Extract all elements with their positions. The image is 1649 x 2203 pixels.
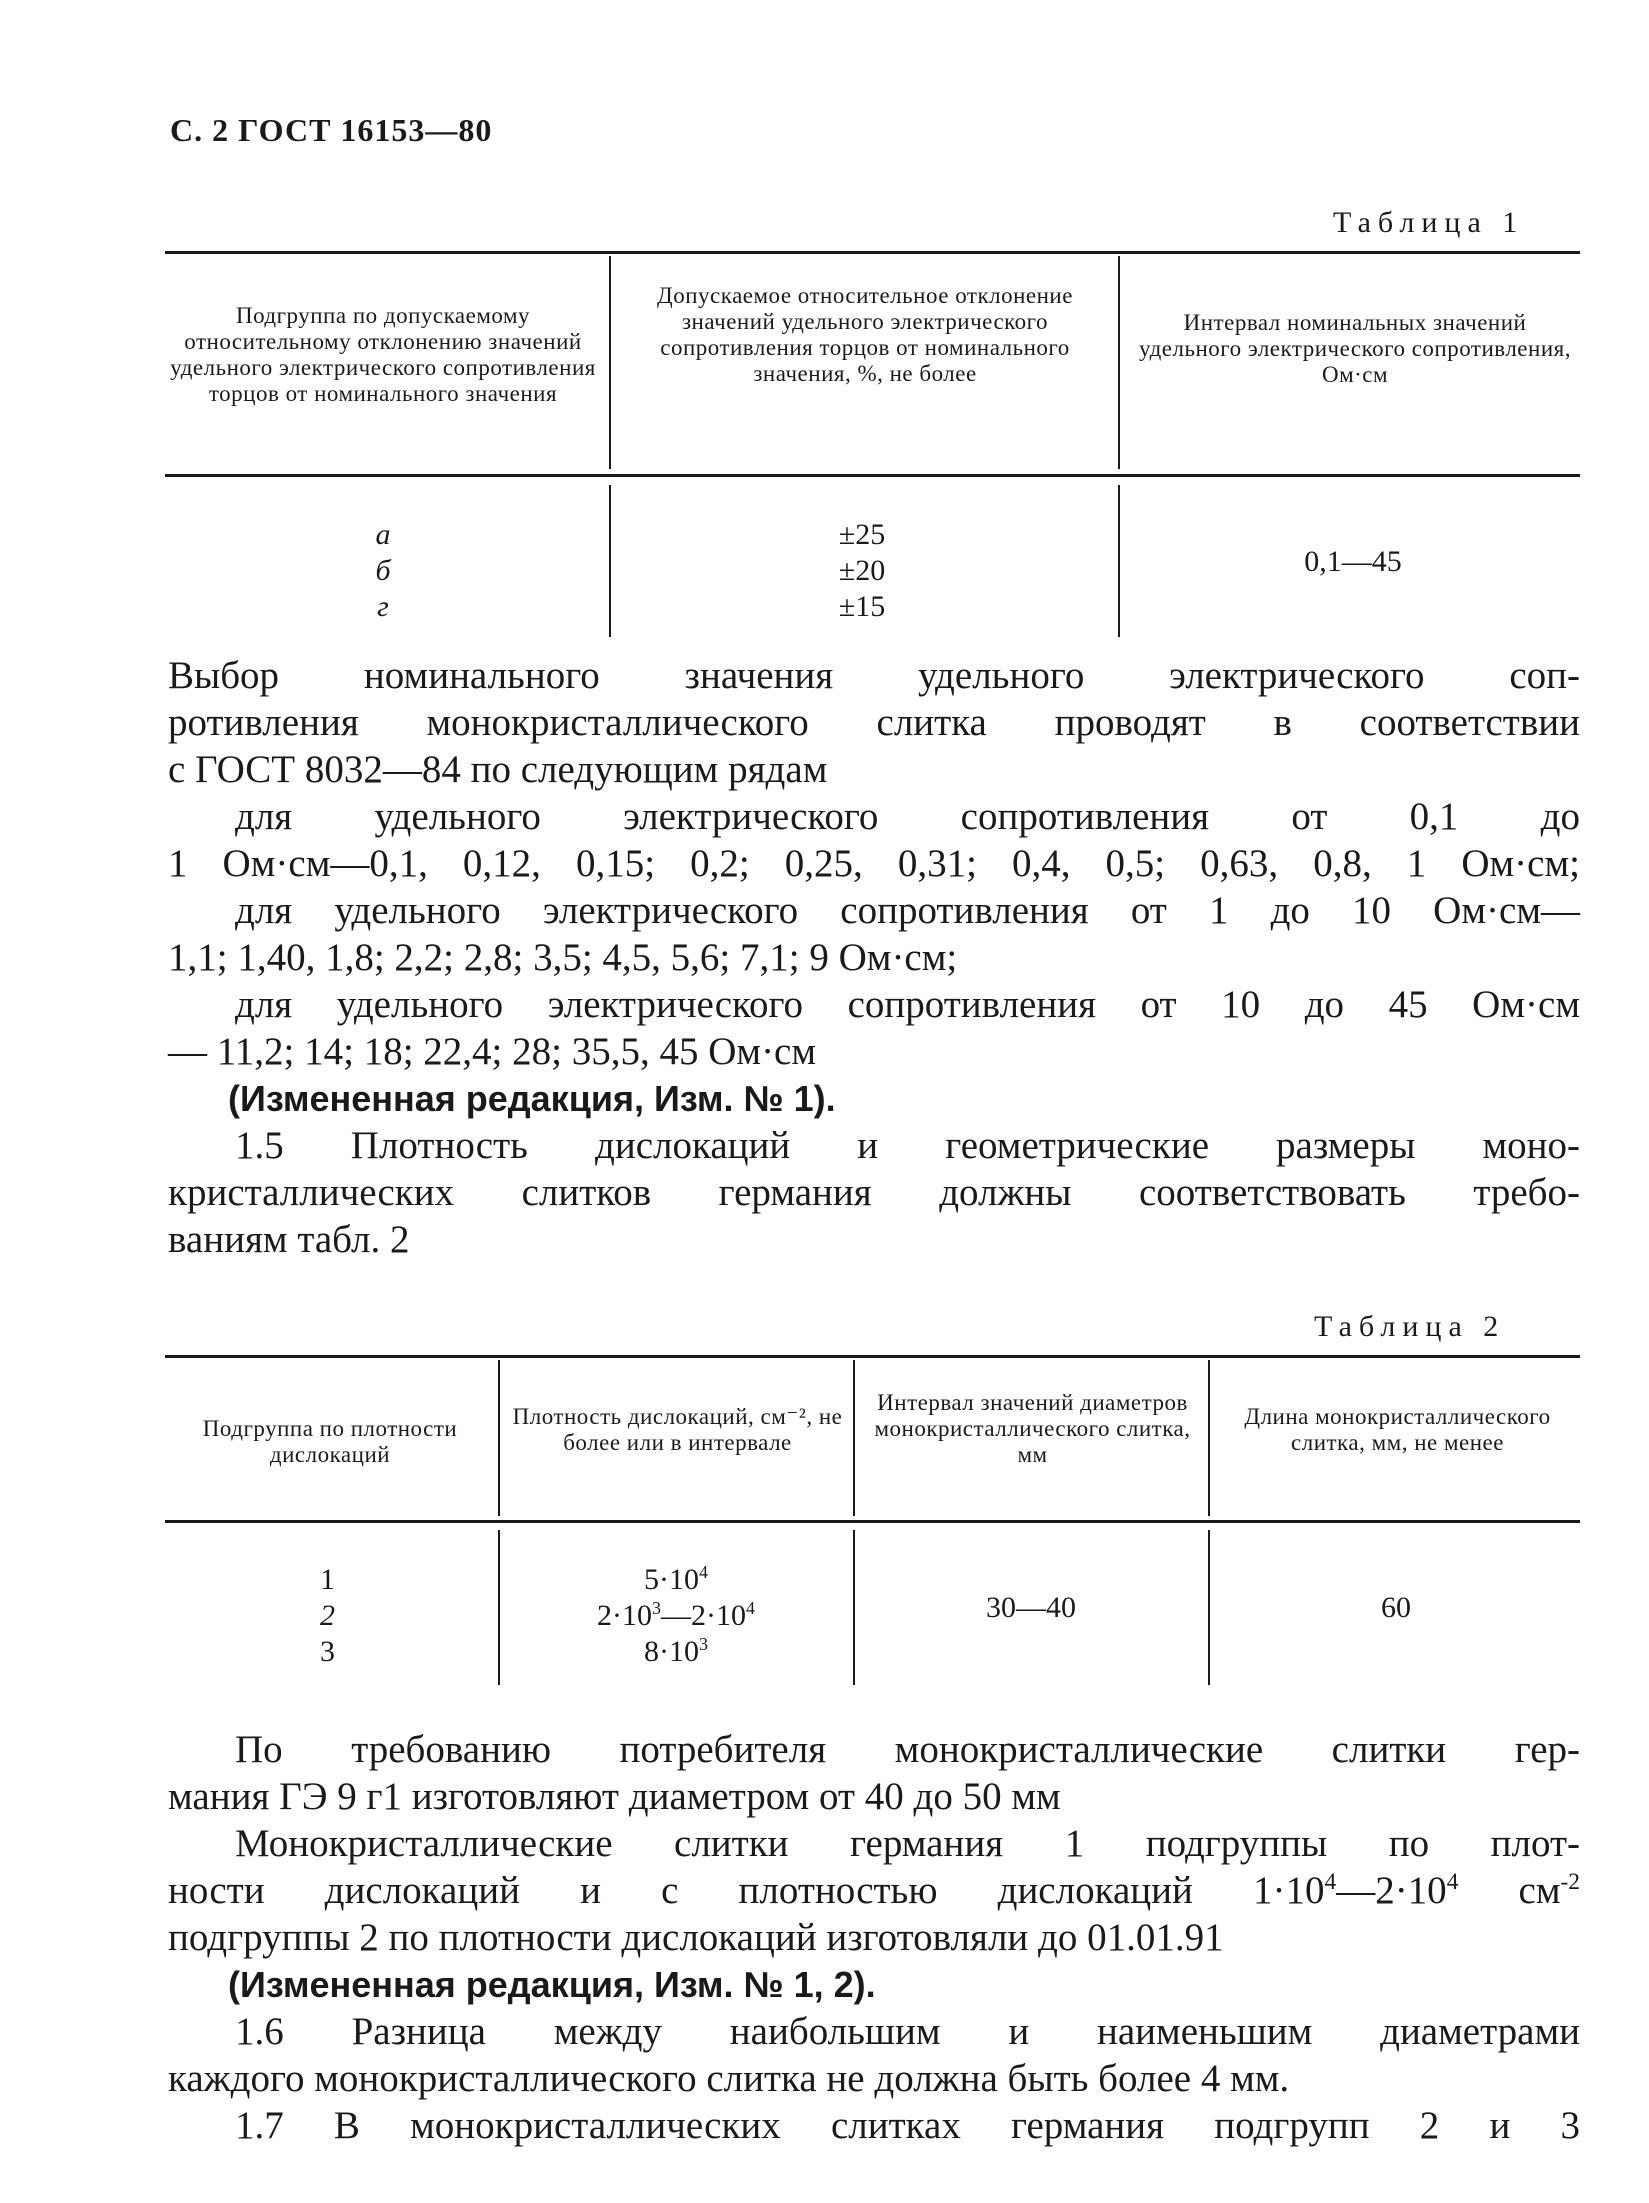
table2-row-subgroup: 2 [320, 1599, 335, 1632]
paragraph-line: подгруппы 2 по плотности дислокаций изготовляли до 01.01.91 [168, 1916, 1224, 1959]
table1-top-rule [165, 251, 1580, 254]
table2-row-density: $8\cdot 10^3$ [644, 1634, 708, 1668]
table2-caption: Таблица 2 [1314, 1310, 1506, 1343]
paragraph-line: 1.6 Разница между наибольшим и наименьшим диаметрами [235, 2010, 1580, 2053]
table2-col2-header: Плотность дислокаций, см⁻², не более или в интервале [512, 1404, 843, 1455]
paragraph-line: — 11,2; 14; 18; 22,4; 28; 35,5, 45 Ом·см [168, 1030, 817, 1073]
table2-col3-header: Интервал значений диаметров монокристаллического слитка, мм [874, 1390, 1191, 1467]
table2-row-density: $2\cdot 10^3—2\cdot 10^4$ [597, 1598, 755, 1632]
paragraph-line: с ГОСТ 8032—84 по следующим рядам [168, 748, 828, 791]
paragraph-line: 1.5 Плотность дислокаций и геометрические размеры моно- [235, 1124, 1580, 1167]
paragraph-line: каждого монокристаллического слитка не должна быть более 4 мм. [168, 2057, 1290, 2100]
table2-body-divider [853, 1530, 855, 1685]
paragraph-line: По требованию потребителя монокристаллические слитки гер- [235, 1728, 1580, 1771]
table1-row-deviation: ±20 [838, 554, 886, 587]
table2-row-subgroup: 1 [320, 1563, 335, 1596]
table1-row-deviation: ±15 [838, 590, 886, 623]
table2-col4-header: Длина монокристаллического слитка, мм, не менее [1244, 1404, 1551, 1455]
paragraph-line: 1.7 В монокристаллических слитках германия подгрупп 2 и 3 [235, 2104, 1580, 2147]
table1-row-subgroup: б [375, 554, 391, 587]
table1-caption: Таблица 1 [1333, 206, 1525, 239]
table1-col2-header: Допускаемое относительное отклонение значений удельного электрического сопротивления торцов от номинального значения, %, не более [657, 283, 1073, 386]
page-header: С. 2 ГОСТ 16153—80 [170, 112, 493, 148]
table1-body-divider [609, 485, 611, 637]
table2-length: 60 [1381, 1591, 1411, 1624]
paragraph-line: мания ГЭ 9 г1 изготовляют диаметром от 40 до 50 мм [168, 1775, 1061, 1818]
table2-body-divider [498, 1530, 500, 1685]
table2-row-density: $5\cdot 10^4$ [644, 1562, 708, 1596]
paragraph-line: ности дислокаций и с плотностью дислокаций $1\cdot 10^4—2\cdot 10^4$ $см^{-2}$ [168, 1869, 1581, 1912]
paragraph-line: 1 Ом·см—0,1, 0,12, 0,15; 0,2; 0,25, 0,31; 0,4, 0,5; 0,63, 0,8, 1 Ом·см; [168, 842, 1580, 885]
table2-header-divider [1208, 1360, 1210, 1516]
table1-row-subgroup: а [375, 518, 391, 551]
paragraph-line: для удельного электрического сопротивления от 10 до 45 Ом·см [235, 983, 1580, 1026]
paragraph-line: для удельного электрического сопротивления от 0,1 до [235, 795, 1580, 838]
table1-header-divider [609, 256, 611, 469]
table2-row-subgroup: 3 [320, 1635, 335, 1668]
paragraph-line: Монокристаллические слитки германия 1 подгруппы по плот- [235, 1822, 1580, 1865]
table1-header-divider [1118, 256, 1120, 469]
paragraph-line: для удельного электрического сопротивления от 1 до 10 Ом·см— [235, 889, 1580, 932]
table2-header-divider [853, 1360, 855, 1516]
table1-row-subgroup: г [377, 590, 389, 623]
table2-body-divider [1208, 1530, 1210, 1685]
amendment-note: (Измененная редакция, Изм. № 1). [228, 1078, 836, 1119]
table1-col1-header: Подгруппа по допускаемому относительному отклонению значений удельного электрического сопротивления торцов от номинального значения [170, 303, 596, 406]
table1-col3-header: Интервал номинальных значений удельного электрического сопротивления, Ом·см [1139, 310, 1571, 387]
table2-header-rule [165, 1520, 1580, 1523]
table2-col1-header: Подгруппа по плотности дислокаций [202, 1416, 458, 1467]
amendment-note: (Измененная редакция, Изм. № 1, 2). [228, 1964, 876, 2005]
table1-interval: 0,1—45 [1304, 545, 1402, 578]
paragraph-line: кристаллических слитков германия должны соответствовать требо- [168, 1171, 1580, 1214]
paragraph-line: 1,1; 1,40, 1,8; 2,2; 2,8; 3,5; 4,5, 5,6; 7,1; 9 Ом·см; [168, 936, 958, 979]
table1-body-divider [1118, 485, 1120, 637]
paragraph-line: ваниям табл. 2 [168, 1218, 410, 1261]
table1-row-deviation: ±25 [838, 518, 886, 551]
table1-header-rule [165, 474, 1580, 477]
table2-top-rule [165, 1355, 1580, 1358]
paragraph-line: Выбор номинального значения удельного электрического соп- [168, 654, 1580, 697]
paragraph-line: ротивления монокристаллического слитка проводят в соответствии [168, 701, 1580, 744]
table2-diameter: 30—40 [986, 1591, 1076, 1624]
table2-header-divider [498, 1360, 500, 1516]
